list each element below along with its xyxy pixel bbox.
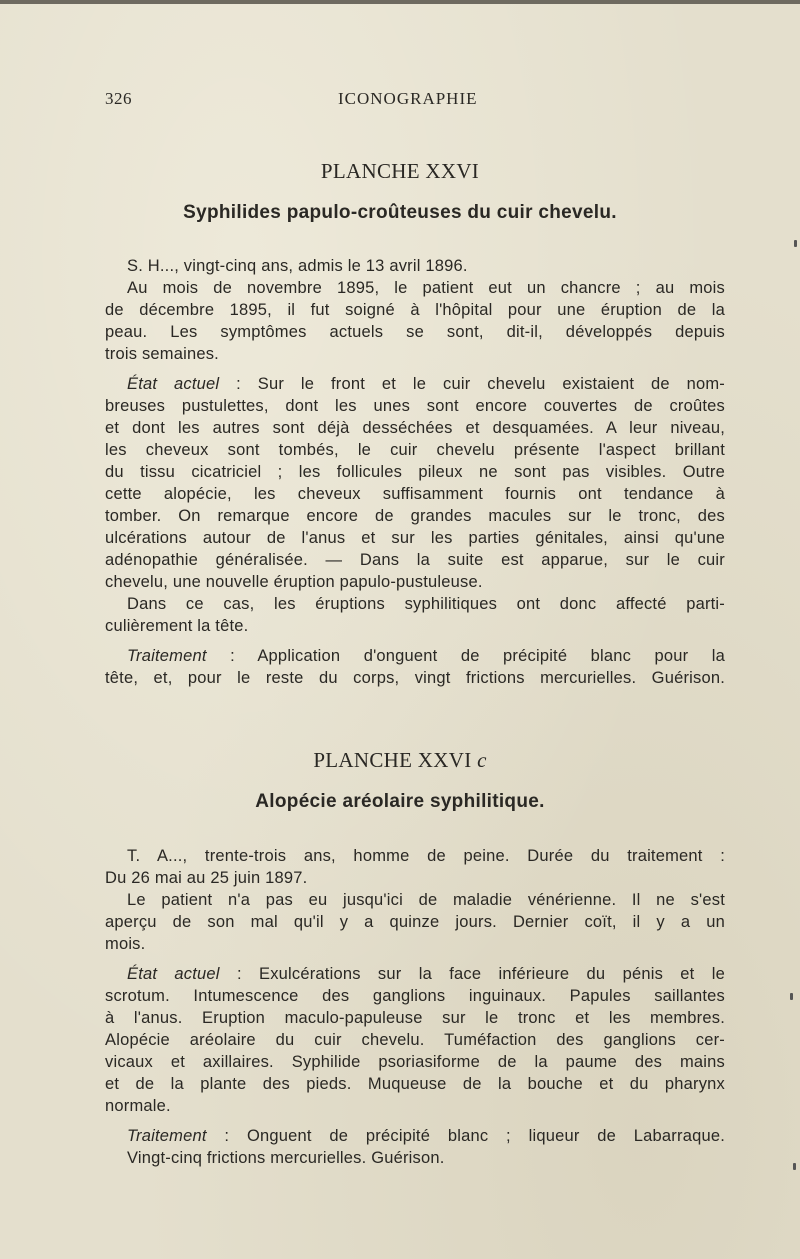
paragraph-line: les cheveux sont tombés, le cuir chevelu présente l'aspect brillant xyxy=(105,441,725,459)
paragraph-line: Au mois de novembre 1895, le patient eut un chancre ; au mois xyxy=(127,279,725,297)
paragraph-line: breuses pustulettes, dont les unes sont encore couvertes de croûtes xyxy=(105,397,725,415)
paragraph-line: de décembre 1895, il fut soigné à l'hôpital pour une éruption de la xyxy=(105,301,725,319)
paragraph-line: Dans ce cas, les éruptions syphilitiques ont donc affecté parti- xyxy=(127,595,725,613)
paragraph-line: Du 26 mai au 25 juin 1897. xyxy=(105,869,308,887)
paragraph-line: vicaux et axillaires. Syphilide psoriasiforme de la paume des mains xyxy=(105,1053,725,1071)
paragraph-line: mois. xyxy=(105,935,146,953)
paragraph-line: chevelu, une nouvelle éruption papulo-pustuleuse. xyxy=(105,573,483,591)
paragraph-line: tête, et, pour le reste du corps, vingt frictions mercurielles. Guérison. xyxy=(105,669,725,687)
paragraph-line: T. A..., trente-trois ans, homme de peine. Durée du traitement : xyxy=(127,847,725,865)
paragraph-text: : Exulcérations sur la face inférieure du pénis et le xyxy=(236,965,725,983)
traitement-label: Traitement xyxy=(127,647,207,665)
paragraph-line: scrotum. Intumescence des ganglions inguinaux. Papules saillantes xyxy=(105,987,725,1005)
plate-subtitle: Syphilides papulo-croûteuses du cuir chevelu. xyxy=(183,202,617,223)
plate-title xyxy=(0,159,800,184)
paragraph-line: aperçu de son mal qu'il y a quinze jours. Dernier coït, il y a un xyxy=(105,913,725,931)
traitement-label: Traitement xyxy=(127,1127,207,1145)
paragraph-line xyxy=(127,1125,725,1148)
paragraph-line: S. H..., vingt-cinq ans, admis le 13 avril 1896. xyxy=(127,257,468,275)
paragraph-line: cette alopécie, les cheveux suffisamment fournis ont tendance à xyxy=(105,485,725,503)
etat-actuel-label: État actuel xyxy=(127,965,220,983)
paragraph-line: culièrement la tête. xyxy=(105,617,249,635)
paragraph-line xyxy=(127,963,725,986)
paragraph-line xyxy=(127,645,725,668)
plate-subtitle: Alopécie aréolaire syphilitique. xyxy=(255,791,545,812)
plate-title-text: PLANCHE XXVI xyxy=(320,159,480,183)
paragraph-line: et dont les autres sont déjà desséchées et desquamées. A leur niveau, xyxy=(105,419,725,437)
paragraph-line: et de la plante des pieds. Muqueuse de la bouche et du pharynx xyxy=(105,1075,725,1093)
page-number: 326 xyxy=(105,89,132,108)
paragraph-line: du tissu cicatriciel ; les follicules pileux ne sont pas visibles. Outre xyxy=(105,463,725,481)
paragraph-line: normale. xyxy=(105,1097,171,1115)
paragraph-line xyxy=(127,373,725,396)
plate-title xyxy=(0,748,800,773)
etat-actuel-label: État actuel xyxy=(127,375,220,393)
margin-speck xyxy=(793,1163,796,1170)
paragraph-line: ulcérations autour de l'anus et sur les parties génitales, ainsi qu'une xyxy=(105,529,725,547)
margin-speck xyxy=(794,240,797,247)
paragraph-text: : Onguent de précipité blanc ; liqueur de Labarraque. xyxy=(224,1127,725,1145)
paragraph-line: à l'anus. Eruption maculo-papuleuse sur le tronc et les membres. xyxy=(105,1009,725,1027)
paragraph-text: : Sur le front et le cuir chevelu existaient de nom- xyxy=(236,375,725,393)
page-top-edge xyxy=(0,0,800,4)
paragraph-line: Alopécie aréolaire du cuir chevelu. Tuméfaction des ganglions cer- xyxy=(105,1031,725,1049)
paragraph-line: trois semaines. xyxy=(105,345,219,363)
paragraph-line: peau. Les symptômes actuels se sont, dit-il, développés depuis xyxy=(105,323,725,341)
paragraph-line: tomber. On remarque encore de grandes macules sur le tronc, des xyxy=(105,507,725,525)
running-head xyxy=(105,89,725,113)
paragraph-line: Vingt-cinq frictions mercurielles. Guérison. xyxy=(127,1149,445,1167)
paragraph-line: adénopathie généralisée. — Dans la suite est apparue, sur le cuir xyxy=(105,551,725,569)
margin-speck xyxy=(790,993,793,1000)
paragraph-text: : Application d'onguent de précipité blanc pour la xyxy=(230,647,725,665)
plate-title-text: PLANCHE XXVI xyxy=(313,748,472,772)
paragraph-line: Le patient n'a pas eu jusqu'ici de maladie vénérienne. Il ne s'est xyxy=(127,891,725,909)
plate-title-suffix: c xyxy=(477,748,487,772)
running-title: ICONOGRAPHIE xyxy=(338,89,478,108)
